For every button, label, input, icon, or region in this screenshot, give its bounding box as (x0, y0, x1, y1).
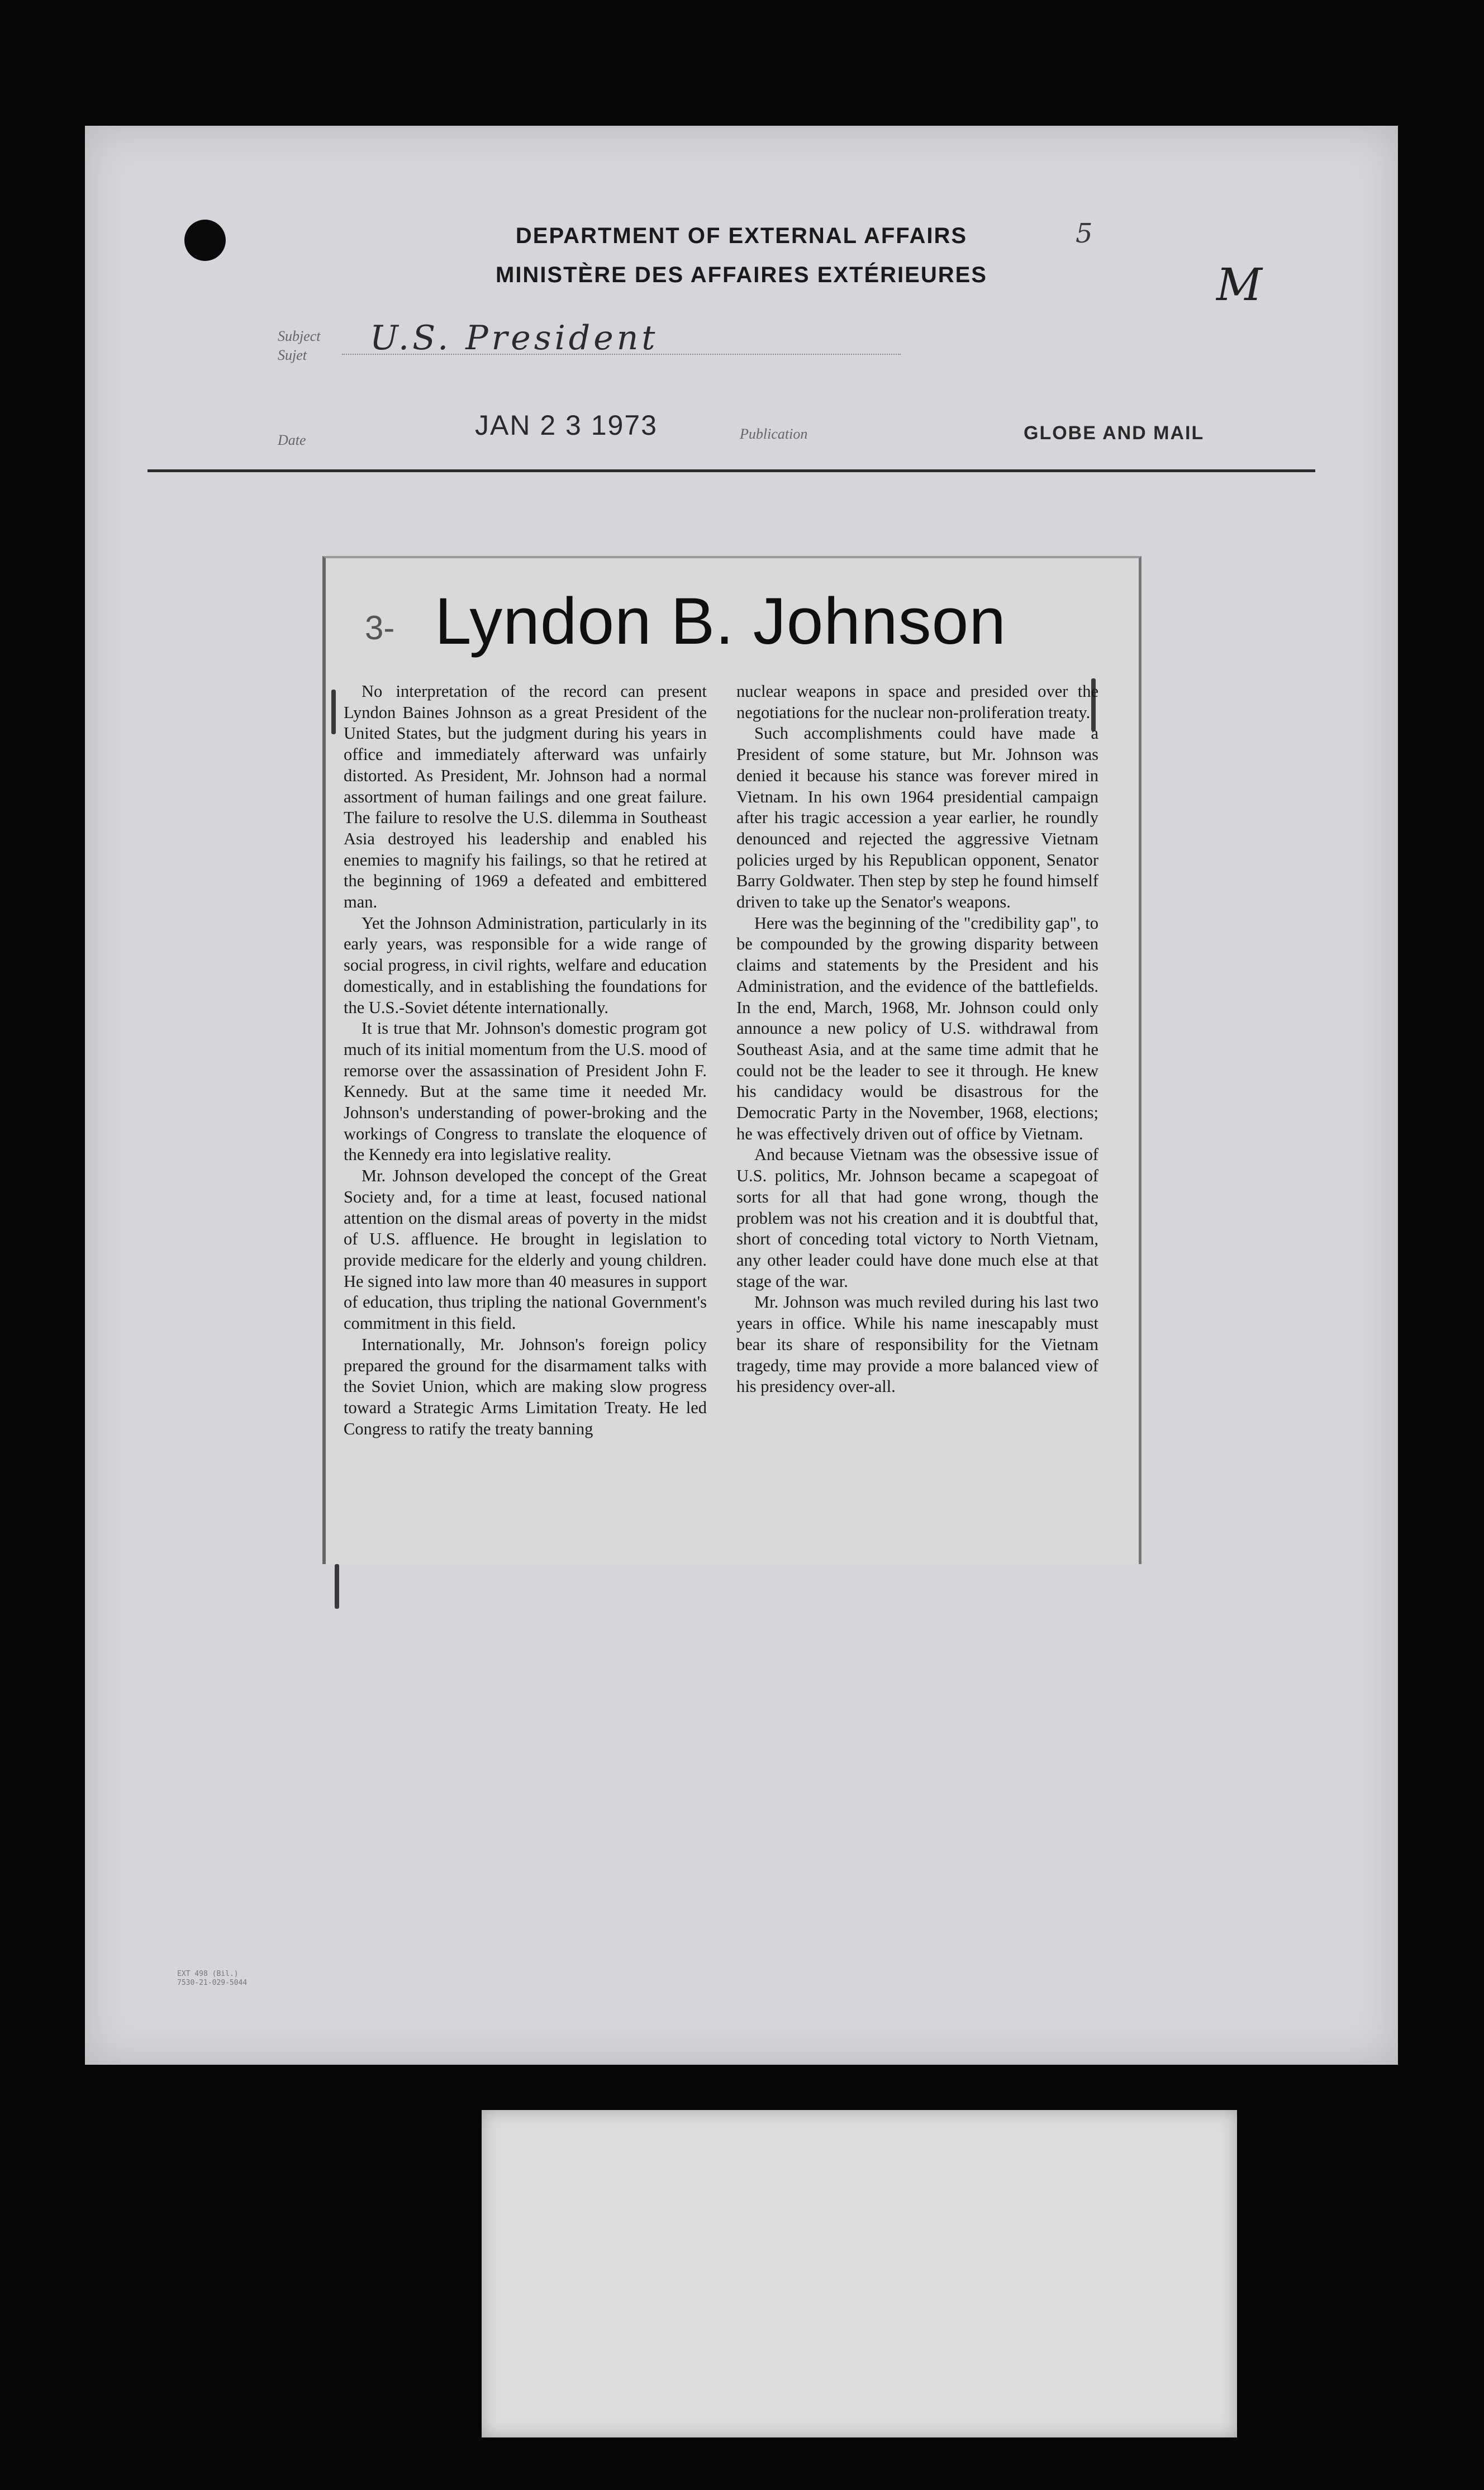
form-code (177, 1970, 247, 1988)
subject-label: Subject (278, 328, 321, 344)
paragraph: It is true that Mr. Johnson's domestic program got much of its initial momentum from the U.S. mood of remorse over the assassination of President John F. Kennedy. But at the same time it needed Mr. Johnson's understanding of power-broking and the workings of Congress to translate the eloquence of the Kennedy era into legislative reality. (344, 1019, 707, 1165)
clipping-mark: 3- (365, 609, 395, 647)
paragraph: Mr. Johnson was much reviled during his last two years in office. While his name inescapably must bear its share of responsibility for the Vietnam tragedy, time may provide a more balanced view of his presidency over-all. (736, 1292, 1098, 1396)
form-code-line: EXT 498 (Bil.) (177, 1970, 239, 1978)
article-title: Lyndon B. Johnson (435, 585, 1006, 658)
blank-tab-card (482, 2110, 1237, 2437)
paragraph: Internationally, Mr. Johnson's foreign policy prepared the ground for the disarmament talks with the Soviet Union, which are making slow progress toward a Strategic Arms Limitation Treaty. He led Congress to ratify the treaty banning (344, 1334, 707, 1438)
department-name-french: MINISTÈRE DES AFFAIRES EXTÉRIEURES (496, 263, 987, 287)
date-label: Date (278, 432, 306, 448)
paragraph: Here was the beginning of the "credibility gap", to be compounded by the growing disparity between claims and statements by the President and his Administration, and the evidence of the battlefields. In the end, March, 1968, Mr. Johnson could only announce a new policy of U.S. withdrawal from Southeast Asia, and at the same time admit that he could not be the leader to see it through. He knew his candidacy would be disastrous for the Democratic Party in the November, 1968, elections; he was effectively driven out of office by Vietnam. (736, 913, 1098, 1143)
paragraph: Yet the Johnson Administration, particularly in its early years, was responsible for a wide range of social progress, in civil rights, welfare and education domestically, and in establishing the foundations for the U.S.-Soviet détente internationally. (344, 913, 707, 1017)
form-code-line: 7530-21-029-5044 (177, 1979, 248, 1987)
paragraph: Such accomplishments could have made a President of some stature, but Mr. Johnson was denied it because his stance was forever mired in Vietnam. In his own 1964 presidential campaign after his tragic accession a year earlier, he roundly denounced and rejected the aggressive Vietnam policies urged by his Republican opponent, Senator Barry Goldwater. Then step by step he found himself driven to take up the Senator's weapons. (736, 724, 1098, 912)
subject-value: U.S. President (370, 319, 659, 358)
publication-value: GLOBE AND MAIL (1024, 422, 1205, 444)
document-page (85, 126, 1398, 2065)
department-name-english: DEPARTMENT OF EXTERNAL AFFAIRS (515, 224, 968, 248)
paragraph: Mr. Johnson developed the concept of the Great Society and, for a time at least, focused national attention on the dismal areas of poverty in the midst of U.S. affluence. He brought in legislation to provide medicare for the elderly and young children. He signed into law more than 40 measures in support of education, thus tripling the national Government's commitment in this field. (344, 1166, 707, 1333)
handwritten-initial: M (1216, 259, 1262, 311)
paragraph-continued: nuclear weapons in space and presided over the negotiations for the nuclear non-proliferation treaty. (736, 682, 1098, 722)
sujet-label: Sujet (278, 347, 307, 363)
date-stamp: JAN 2 3 1973 (475, 410, 658, 441)
header-divider (148, 469, 1315, 472)
newspaper-clipping (322, 556, 1141, 1564)
ink-bracket (331, 690, 336, 734)
ink-bracket (335, 1564, 339, 1609)
paragraph: No interpretation of the record can present Lyndon Baines Johnson as a great President of the United States, but the judgment during his years in office and immediately afterward was unfairly distorted. As President, Mr. Johnson had a normal assortment of human failings and one great failure. The failure to resolve the U.S. dilemma in Southeast Asia destroyed his leadership and enabled his enemies to magnify his failings, so that he retired at the beginning of 1969 a defeated and embittered man. (344, 682, 707, 912)
article-column-right (736, 681, 1098, 1398)
handwritten-mark-top: 5 (1076, 218, 1093, 249)
paragraph: And because Vietnam was the obsessive issue of U.S. politics, Mr. Johnson became a scapegoat of sorts for all that had gone wrong, though the problem was not his creation and it is doubtful that, short of conceding total victory to North Vietnam, any other leader could have done much else at that stage of the war. (736, 1145, 1098, 1291)
publication-label: Publication (740, 426, 808, 442)
article-column-left (344, 681, 707, 1439)
